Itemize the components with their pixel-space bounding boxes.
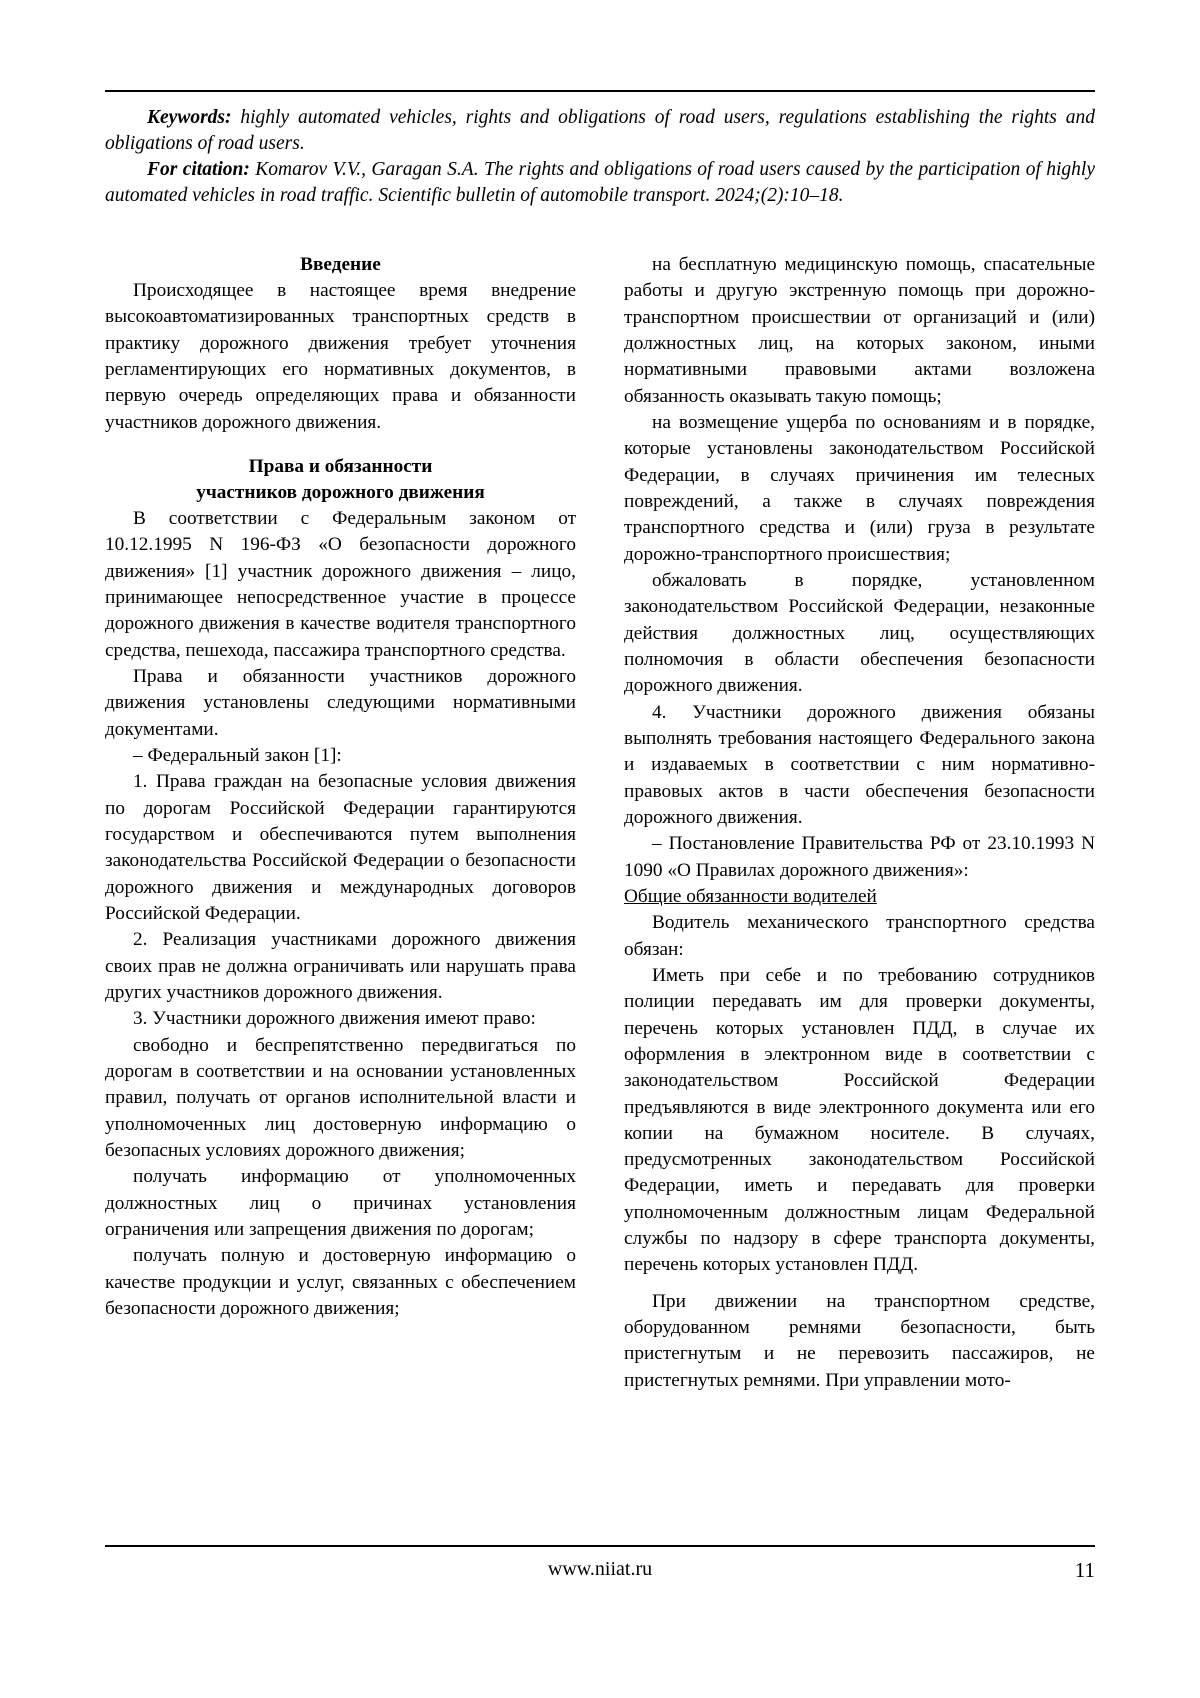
- paragraph: 1. Права граждан на безопасные условия движения по дорогам Российской Федерации гарантируются государством и обеспечиваются путем выполнения законодательства Российской Федерации о безопасности дорожного движения и международных договоров Российской Федерации.: [105, 771, 576, 925]
- page-number: 11: [1074, 1558, 1095, 1582]
- article-metadata: [105, 105, 1095, 209]
- right-column: [624, 252, 1095, 1394]
- subheading-general-duties: Общие обязанности водителей: [624, 885, 877, 907]
- keywords-line: [105, 105, 1095, 157]
- citation-text: Komarov V.V., Garagan S.A. The rights and obligations of road users caused by the participation of highly automated vehicles in road traffic. Scientific bulletin of automobile transport. 2024;(2):10–18.: [105, 158, 1095, 206]
- paragraph: обжаловать в порядке, установленном законодательством Российской Федерации, незаконные действия должностных лиц, осуществляющих полномочия в области обеспечения безопасности дорожного движения.: [624, 569, 1095, 697]
- citation-line: [105, 157, 1095, 209]
- paragraph: Иметь при себе и по требованию сотрудников полиции передавать им для проверки документы, перечень которых установлен ПДД, в случае их оформления в электронном виде в соответствии с законодательством Российской Федерации предъявляются в виде электронного документа или его копии на бумажном носителе. В случаях, предусмотренных законодательством Российской Федерации, иметь и передавать для проверки уполномоченным должностным лицам Федеральной службы по надзору в сфере транспорта документы, перечень которых установлен ПДД.: [624, 964, 1095, 1276]
- left-column: [105, 252, 576, 1394]
- paragraph: на бесплатную медицинскую помощь, спасательные работы и другую экстренную помощь при дорожно-транспортном происшествии от организаций и (или) должностных лиц, на которых законом, иными нормативными правовыми актами возложена обязанность оказывать такую помощь;: [624, 254, 1095, 407]
- citation-label: For citation:: [147, 158, 250, 180]
- body-columns: [105, 252, 1095, 1394]
- heading-rights-line1: Права и обязанности: [248, 456, 433, 478]
- paragraph: 2. Реализация участниками дорожного движения своих прав не должна ограничивать или нарушать права других участников дорожного движения.: [105, 929, 576, 1004]
- heading-introduction: Введение: [300, 254, 381, 275]
- footer-site-url: www.niiat.ru: [547, 1558, 653, 1580]
- paragraph: на возмещение ущерба по основаниям и в порядке, которые установлены законодательством Российской Федерации, в случаях причинения им телесных повреждений, а также в случаях повреждения транспортного средства и (или) груза в результате дорожно-транспортного происшествия;: [624, 411, 1095, 565]
- paragraph: В соответствии с Федеральным законом от 10.12.1995 N 196-ФЗ «О безопасности дорожного движения» [1] участник дорожного движения – лицо, принимающее непосредственное участие в процессе дорожного движения в качестве водителя транспортного средства, пешехода, пассажира транспортного средства.: [105, 508, 576, 661]
- paragraph: Происходящее в настоящее время внедрение высокоавтоматизированных транспортных средств в практику дорожного движения требует уточнения регламентирующих его нормативных документов, в первую очередь определяющих права и обязанности участников дорожного движения.: [105, 280, 576, 433]
- paragraph: При движении на транспортном средстве, оборудованном ремнями безопасности, быть пристегнутым и не перевозить пассажиров, не пристегнутых ремнями. При управлении мото-: [624, 1290, 1095, 1391]
- paragraph: – Федеральный закон [1]:: [133, 745, 342, 767]
- paragraph: свободно и беспрепятственно передвигаться по дорогам в соответствии и на основании установленных правил, получать от органов исполнительной власти и уполномоченных лиц достоверную информацию о безопасных условиях дорожного движения;: [105, 1034, 576, 1161]
- heading-rights-line2: участников дорожного движения: [196, 482, 485, 504]
- paragraph: – Постановление Правительства РФ от 23.10.1993 N 1090 «О Правилах дорожного движения»:: [624, 833, 1095, 881]
- paragraph: 4. Участники дорожного движения обязаны выполнять требования настоящего Федерального закона и издаваемых в соответствии с ним нормативно-правовых актов в части обеспечения безопасности дорожного движения.: [624, 701, 1095, 828]
- paragraph: получать полную и достоверную информацию о качестве продукции и услуг, связанных с обеспечением безопасности дорожного движения;: [105, 1245, 576, 1319]
- header-rule: [105, 90, 1095, 92]
- paragraph: Права и обязанности участников дорожного движения установлены следующими нормативными документами.: [105, 666, 576, 740]
- paragraph: 3. Участники дорожного движения имеют право:: [133, 1008, 536, 1030]
- keywords-label: Keywords:: [147, 107, 232, 128]
- footer-rule: [105, 1545, 1095, 1547]
- paragraph: Водитель механического транспортного средства обязан:: [624, 912, 1095, 960]
- paragraph: получать информацию от уполномоченных должностных лиц о причинах установления ограничения или запрещения движения по дорогам;: [105, 1166, 576, 1240]
- keywords-text: highly automated vehicles, rights and obligations of road users, regulations establishing the rights and obligations of road users.: [105, 107, 1095, 154]
